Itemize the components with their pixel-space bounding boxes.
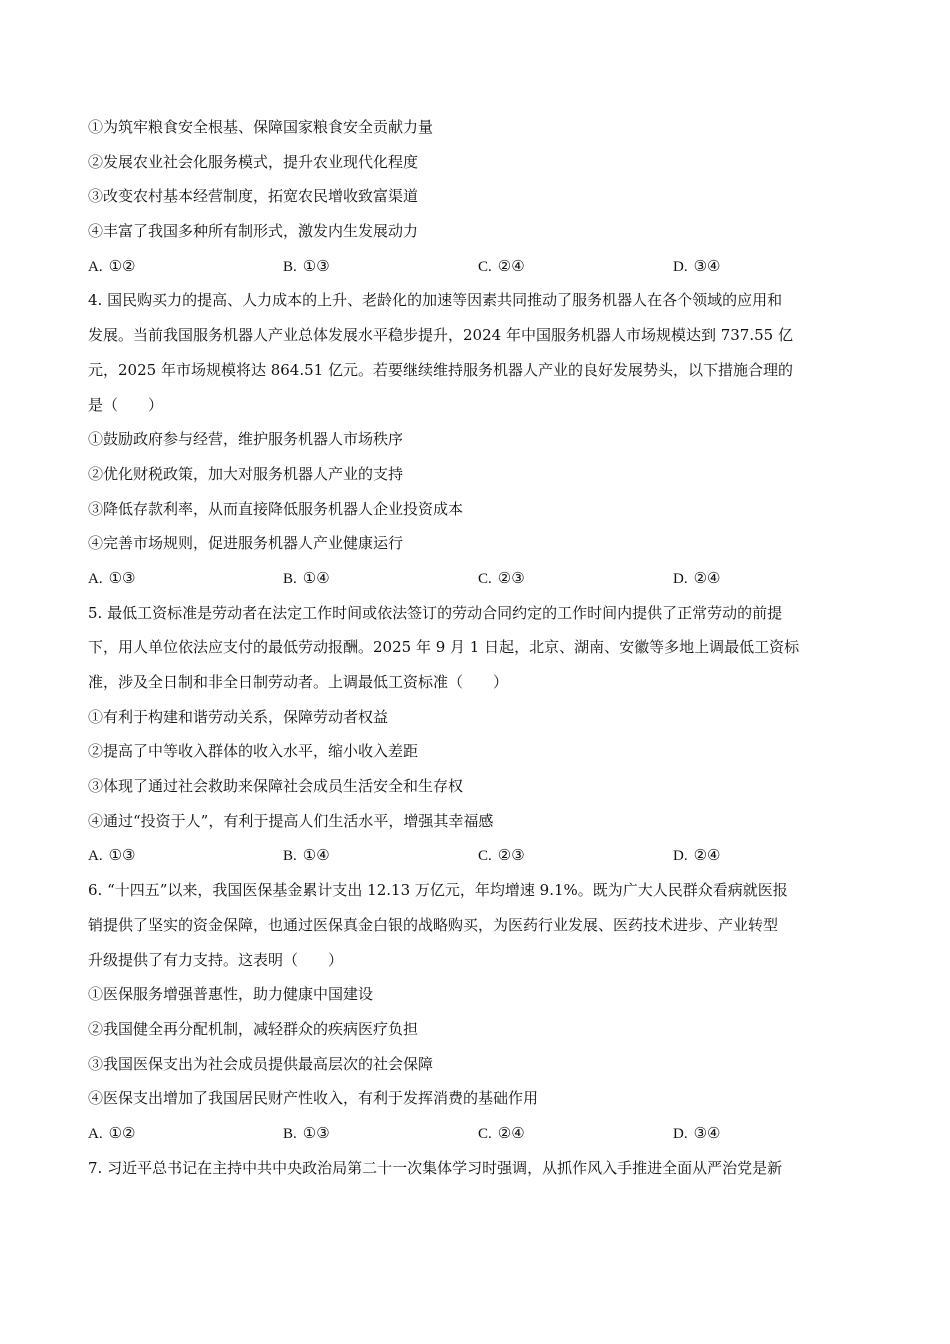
option-letter: D.: [673, 570, 688, 587]
option-letter: D.: [673, 1125, 688, 1142]
exam-page: [88, 110, 868, 1185]
question-3: [88, 110, 868, 283]
q3-option-a[interactable]: [88, 249, 283, 284]
option-text: ②④: [497, 256, 525, 275]
q4-item-3: ③降低存款利率，从而直接降低服务机器人企业投资成本: [88, 499, 464, 518]
q5-option-d[interactable]: [673, 838, 868, 873]
q3-item-2: ②发展农业社会化服务模式，提升农业现代化程度: [88, 152, 419, 171]
q3-item-3: ③改变农村基本经营制度，拓宽农民增收致富渠道: [88, 187, 419, 206]
q4-option-a[interactable]: [88, 561, 283, 596]
option-letter: A.: [88, 1125, 103, 1142]
question-7: [88, 1151, 868, 1186]
q6-options: [88, 1116, 868, 1151]
option-text: ③④: [693, 256, 721, 275]
q6-option-b[interactable]: [283, 1116, 478, 1151]
option-letter: A.: [88, 848, 103, 865]
option-text: ②③: [497, 846, 525, 865]
option-text: ②④: [693, 846, 721, 865]
question-4: [88, 283, 868, 595]
q3-option-d[interactable]: [673, 249, 868, 284]
q4-item-1: ①鼓励政府参与经营，维护服务机器人市场秩序: [88, 430, 404, 449]
q4-item-4: ④完善市场规则，促进服务机器人产业健康运行: [88, 534, 404, 553]
option-letter: D.: [673, 258, 688, 275]
option-letter: B.: [283, 570, 297, 587]
q4-option-b[interactable]: [283, 561, 478, 596]
q5-stem-line: 准，涉及全日制和非全日制劳动者。上调最低工资标准（ ）: [88, 673, 509, 691]
q5-option-b[interactable]: [283, 838, 478, 873]
q5-option-c[interactable]: [478, 838, 673, 873]
option-letter: A.: [88, 258, 103, 275]
q5-option-a[interactable]: [88, 838, 283, 873]
q5-item-3: ③体现了通过社会救助来保障社会成员生活安全和生存权: [88, 777, 464, 796]
option-text: ①③: [108, 568, 136, 587]
option-text: ①③: [108, 846, 136, 865]
q6-item-1: ①医保服务增强普惠性，助力健康中国建设: [88, 985, 374, 1004]
q3-option-b[interactable]: [283, 249, 478, 284]
q3-options: [88, 249, 868, 284]
option-text: ②④: [497, 1123, 525, 1142]
q6-stem-line: 6. “十四五”以来，我国医保基金累计支出 12.13 万亿元，年均增速 9.1%。既为广大人民群众看病就医报: [88, 881, 788, 900]
q6-stem-line: 升级提供了有力支持。这表明（ ）: [88, 950, 344, 969]
q7-stem-line: 7. 习近平总书记在主持中共中央政治局第二十一次集体学习时强调，从抓作风入手推进全面从严治党是新: [88, 1158, 783, 1177]
option-text: ③④: [693, 1123, 721, 1142]
q6-item-2: ②我国健全再分配机制，减轻群众的疾病医疗负担: [88, 1019, 419, 1038]
q4-stem-line: 发展。当前我国服务机器人产业总体发展水平稳步提升，2024 年中国服务机器人市场规模达到 737.55 亿: [88, 326, 793, 345]
option-letter: B.: [283, 848, 297, 865]
option-letter: D.: [673, 848, 688, 865]
q5-item-2: ②提高了中等收入群体的收入水平，缩小收入差距: [88, 742, 419, 761]
option-letter: C.: [478, 570, 492, 587]
option-letter: C.: [478, 848, 492, 865]
q6-option-c[interactable]: [478, 1116, 673, 1151]
q5-stem-line: 下，用人单位依法应支付的最低劳动报酬。2025 年 9 月 1 日起，北京、湖南、安徽等多地上调最低工资标: [88, 638, 800, 657]
option-text: ①③: [302, 1123, 330, 1142]
q5-item-4: ④通过“投资于人”，有利于提高人们生活水平，增强其幸福感: [88, 811, 494, 830]
option-text: ②③: [497, 568, 525, 587]
q6-option-a[interactable]: [88, 1116, 283, 1151]
option-text: ①②: [108, 1123, 136, 1142]
q4-option-c[interactable]: [478, 561, 673, 596]
q3-option-c[interactable]: [478, 249, 673, 284]
option-letter: C.: [478, 258, 492, 275]
q6-option-d[interactable]: [673, 1116, 868, 1151]
option-letter: B.: [283, 258, 297, 275]
q4-option-d[interactable]: [673, 561, 868, 596]
q4-options: [88, 561, 868, 596]
q3-item-4: ④丰富了我国多种所有制形式，激发内生发展动力: [88, 222, 419, 241]
q4-stem-line: 是（ ）: [88, 395, 164, 414]
q3-item-1: ①为筑牢粮食安全根基、保障国家粮食安全贡献力量: [88, 118, 434, 136]
option-text: ①④: [302, 568, 330, 587]
q5-options: [88, 838, 868, 873]
question-6: [88, 873, 868, 1151]
option-text: ①③: [302, 256, 330, 275]
option-text: ①②: [108, 256, 136, 275]
option-letter: A.: [88, 570, 103, 587]
question-5: [88, 596, 868, 874]
q5-stem-line: 5. 最低工资标准是劳动者在法定工作时间或依法签订的劳动合同约定的工作时间内提供了正常劳动的前提: [88, 603, 783, 622]
q4-stem-line: 4. 国民购买力的提高、人力成本的上升、老龄化的加速等因素共同推动了服务机器人在各个领域的应用和: [88, 291, 783, 310]
q6-stem-line: 销提供了坚实的资金保障，也通过医保真金白银的战略购买，为医药行业发展、医药技术进步、产业转型: [88, 915, 779, 934]
q6-item-4: ④医保支出增加了我国居民财产性收入，有利于发挥消费的基础作用: [88, 1089, 539, 1108]
option-text: ①④: [302, 846, 330, 865]
q5-item-1: ①有利于构建和谐劳动关系，保障劳动者权益: [88, 707, 389, 726]
option-text: ②④: [693, 568, 721, 587]
option-letter: B.: [283, 1125, 297, 1142]
option-letter: C.: [478, 1125, 492, 1142]
q4-stem-line: 元，2025 年市场规模将达 864.51 亿元。若要继续维持服务机器人产业的良好发展势头，以下措施合理的: [88, 360, 793, 379]
q4-item-2: ②优化财税政策，加大对服务机器人产业的支持: [88, 464, 404, 483]
q6-item-3: ③我国医保支出为社会成员提供最高层次的社会保障: [88, 1054, 434, 1073]
